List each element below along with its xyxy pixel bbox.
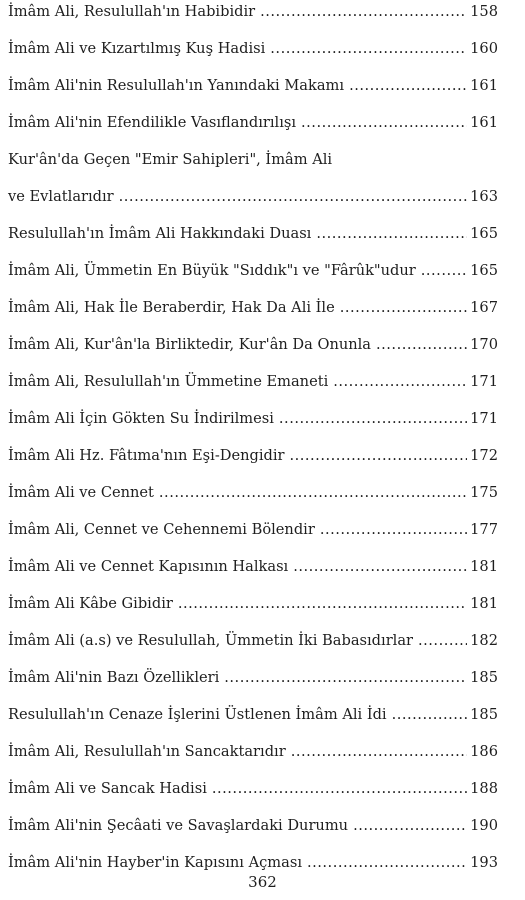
dot-leader xyxy=(349,76,467,96)
toc-entry-page: 160 xyxy=(470,40,498,57)
toc-entry-page: 182 xyxy=(470,632,498,649)
toc-entry-page: 172 xyxy=(470,447,498,464)
dot-leader xyxy=(320,520,467,540)
toc-entry-page: 186 xyxy=(470,743,498,760)
dot-leader xyxy=(224,668,467,688)
dot-leader xyxy=(291,742,467,762)
toc-entry-page: 181 xyxy=(470,595,498,612)
toc-entry-title: İmâm Ali'nin Bazı Özellikleri xyxy=(8,669,220,686)
toc-entry-title: İmâm Ali, Hak İle Beraberdir, Hak Da Ali İle xyxy=(8,299,335,316)
toc-entry xyxy=(8,779,498,799)
dot-leader xyxy=(392,705,468,725)
toc-entry-page: 163 xyxy=(470,188,498,205)
toc-entry-title: İmâm Ali ve Sancak Hadisi xyxy=(8,780,207,797)
toc-entry-title: İmâm Ali ve Cennet Kapısının Halkası xyxy=(8,558,289,575)
toc-entry-page: 167 xyxy=(470,299,498,316)
toc-entry xyxy=(8,668,498,688)
toc-entry xyxy=(8,298,498,318)
toc-entry-title: İmâm Ali'nin Resulullah'ın Yanındaki Makamı xyxy=(8,77,345,94)
toc-entry xyxy=(8,261,498,281)
toc-entry xyxy=(8,76,498,96)
toc-entry-title: İmâm Ali ve Kızartılmış Kuş Hadisi xyxy=(8,40,266,57)
toc-entry-title-line1: Kur'ân'da Geçen "Emir Sahipleri", İmâm Ali xyxy=(8,151,333,168)
toc-entry-title-line2: ve Evlatlarıdır xyxy=(8,188,114,205)
toc-entry-page: 161 xyxy=(470,77,498,94)
toc-entry xyxy=(8,39,498,59)
dot-leader xyxy=(353,816,467,836)
dot-leader xyxy=(212,779,467,799)
toc-entry xyxy=(8,520,498,540)
toc-entry-page: 165 xyxy=(470,225,498,242)
toc-entry xyxy=(8,446,498,466)
toc-entry xyxy=(8,372,498,392)
toc-entry-title: Resulullah'ın İmâm Ali Hakkındaki Duası xyxy=(8,225,312,242)
toc-entry-page: 185 xyxy=(470,669,498,686)
dot-leader xyxy=(333,372,467,392)
dot-leader xyxy=(340,298,467,318)
toc-entry-page: 175 xyxy=(470,484,498,501)
toc-entry-page: 190 xyxy=(470,817,498,834)
toc-entry-title: İmâm Ali, Ümmetin En Büyük "Sıddık"ı ve "Fârûk"udur xyxy=(8,262,416,279)
toc-entry xyxy=(8,557,498,577)
toc-entry-title: İmâm Ali (a.s) ve Resulullah, Ümmetin İki Babasıdırlar xyxy=(8,632,414,649)
dot-leader xyxy=(376,335,467,355)
dot-leader xyxy=(279,409,467,429)
toc-entry-title: İmâm Ali'nin Hayber'in Kapısını Açması xyxy=(8,854,302,871)
toc-entry xyxy=(8,224,498,244)
toc-entry-line2 xyxy=(8,187,498,207)
toc-entry-title: İmâm Ali Hz. Fâtıma'nın Eşi-Dengidir xyxy=(8,447,285,464)
dot-leader xyxy=(270,39,467,59)
table-of-contents xyxy=(8,2,498,890)
toc-entry xyxy=(8,2,498,22)
dot-leader xyxy=(418,631,467,651)
dot-leader xyxy=(307,853,467,873)
toc-entry xyxy=(8,113,498,133)
toc-entry-title: Resulullah'ın Cenaze İşlerini Üstlenen İmâm Ali İdi xyxy=(8,706,387,723)
toc-entry-title: İmâm Ali, Resulullah'ın Ümmetine Emaneti xyxy=(8,373,329,390)
toc-entry-title: İmâm Ali, Resulullah'ın Sancaktarıdır xyxy=(8,743,286,760)
toc-entry-page: 170 xyxy=(470,336,498,353)
toc-entry-page: 165 xyxy=(470,262,498,279)
toc-entry-page: 171 xyxy=(470,373,498,390)
toc-entry xyxy=(8,631,498,651)
page-number: 362 xyxy=(248,873,277,891)
toc-entry xyxy=(8,705,498,725)
dot-leader xyxy=(119,187,467,207)
toc-entry xyxy=(8,594,498,614)
dot-leader xyxy=(293,557,467,577)
dot-leader xyxy=(260,2,467,22)
toc-entry-title: İmâm Ali'nin Şecâati ve Savaşlardaki Durumu xyxy=(8,817,349,834)
toc-entry-title: İmâm Ali Kâbe Gibidir xyxy=(8,595,173,612)
dot-leader xyxy=(178,594,467,614)
toc-entry-page: 171 xyxy=(470,410,498,427)
dot-leader xyxy=(301,113,467,133)
dot-leader xyxy=(421,261,467,281)
toc-entry-page: 193 xyxy=(470,854,498,871)
toc-entry xyxy=(8,853,498,873)
toc-entry-title: İmâm Ali ve Cennet xyxy=(8,484,154,501)
toc-entry-page: 181 xyxy=(470,558,498,575)
toc-entry-page: 161 xyxy=(470,114,498,131)
toc-entry xyxy=(8,742,498,762)
toc-entry-page: 188 xyxy=(470,780,498,797)
toc-entry xyxy=(8,816,498,836)
dot-leader xyxy=(159,483,467,503)
toc-entry-title: İmâm Ali, Kur'ân'la Birliktedir, Kur'ân Da Onunla xyxy=(8,336,372,353)
toc-entry xyxy=(8,483,498,503)
toc-entry-page: 158 xyxy=(470,3,498,20)
toc-entry-title: İmâm Ali, Cennet ve Cehennemi Bölendir xyxy=(8,521,315,538)
dot-leader xyxy=(289,446,467,466)
toc-entry-title: İmâm Ali, Resulullah'ın Habibidir xyxy=(8,3,256,20)
toc-entry-page: 185 xyxy=(470,706,498,723)
toc-entry xyxy=(8,150,498,207)
toc-entry-title: İmâm Ali İçin Gökten Su İndirilmesi xyxy=(8,410,274,427)
toc-entry-title: İmâm Ali'nin Efendilikle Vasıflandırılışı xyxy=(8,114,297,131)
dot-leader xyxy=(316,224,467,244)
toc-entry xyxy=(8,409,498,429)
toc-entry xyxy=(8,335,498,355)
toc-entry-page: 177 xyxy=(470,521,498,538)
